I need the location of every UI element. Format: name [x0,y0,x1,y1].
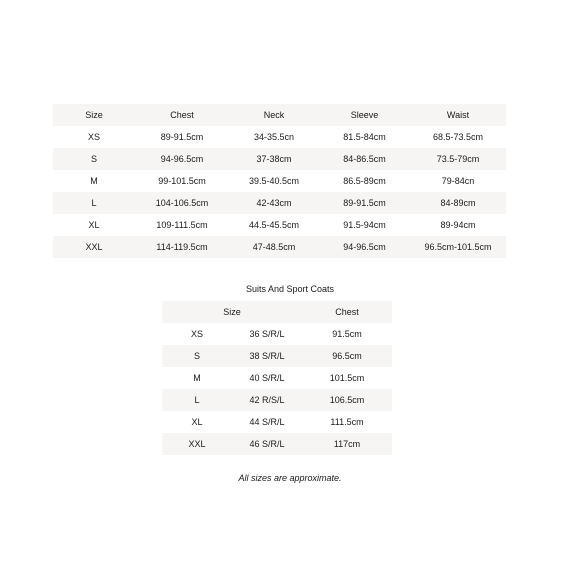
cell-neck: 44.5-45.5cm [248,220,300,230]
table-row [162,411,392,433]
cell-chest: 91.5cm [332,329,362,339]
header-neck: Neck [229,104,319,126]
cell-size: M [193,373,201,383]
cell-size: M [90,176,98,186]
cell-size: XXL [53,236,135,258]
table-row [53,148,506,170]
cell-chest: 96.5cm [302,345,392,367]
cell-sleeve: 84-86.5cm [319,148,410,170]
cell-waist: 68.5-73.5cm [432,132,484,142]
cell-fit: 46 S/R/L [232,433,302,455]
cell-chest: 117cm [302,433,392,455]
table-row [162,433,392,455]
cell-chest: 109-111.5cm [156,220,208,230]
table-row [53,170,506,192]
table-row [53,214,506,236]
cell-size: XS [190,329,203,339]
cell-size: L [162,389,232,411]
header-size: Size [162,301,302,323]
cell-waist: 73.5-79cm [410,148,506,170]
suits-size-table [162,301,392,455]
cell-fit: 38 S/R/L [232,345,302,367]
header-chest: Chest [302,301,392,323]
suits-header-row [162,301,392,323]
cell-waist: 89-94cm [440,220,476,230]
cell-sleeve: 94-96.5cm [319,236,410,258]
cell-waist: 84-89cm [410,192,506,214]
header-chest: Chest [135,104,229,126]
cell-chest: 89-91.5cm [160,132,204,142]
cell-chest: 106.5cm [302,389,392,411]
cell-fit: 40 S/R/L [249,373,285,383]
cell-waist: 96.5cm-101.5cm [410,236,506,258]
cell-fit: 44 S/R/L [249,417,285,427]
cell-size: XXL [162,433,232,455]
size-chart-header-row [53,104,506,126]
cell-size: XL [191,417,203,427]
cell-sleeve: 86.5-89cm [343,176,386,186]
cell-chest: 104-106.5cm [135,192,229,214]
header-waist: Waist [410,104,506,126]
header-sleeve: Sleeve [319,104,410,126]
cell-sleeve: 91.5-94cm [343,220,386,230]
table-row [162,345,392,367]
cell-size: S [53,148,135,170]
table-row [53,126,506,148]
table-row [53,192,506,214]
cell-size: S [162,345,232,367]
cell-sleeve: 89-91.5cm [319,192,410,214]
cell-fit: 36 S/R/L [249,329,285,339]
table-row [162,367,392,389]
cell-chest: 99-101.5cm [158,176,206,186]
cell-waist: 79-84cn [441,176,475,186]
size-chart-table [53,104,506,258]
cell-neck: 39.5-40.5cm [248,176,300,186]
table-row [162,389,392,411]
cell-neck: 47-48.5cm [229,236,319,258]
table-row [53,236,506,258]
cell-size: L [53,192,135,214]
cell-chest: 101.5cm [329,373,365,383]
header-size: Size [53,104,135,126]
cell-chest: 111.5cm [330,417,364,427]
cell-chest: 94-96.5cm [135,148,229,170]
cell-neck: 37-38cm [229,148,319,170]
cell-size: XL [88,220,100,230]
cell-neck: 42-43cm [229,192,319,214]
suits-table-title: Suits And Sport Coats [245,284,335,294]
approximate-sizes-note: All sizes are approximate. [238,473,342,483]
cell-fit: 42 R/S/L [232,389,302,411]
cell-neck: 34-35.5cn [253,132,295,142]
cell-chest: 114-119.5cm [135,236,229,258]
table-row [162,323,392,345]
cell-size: XS [87,132,100,142]
cell-sleeve: 81.5-84cm [343,132,386,142]
